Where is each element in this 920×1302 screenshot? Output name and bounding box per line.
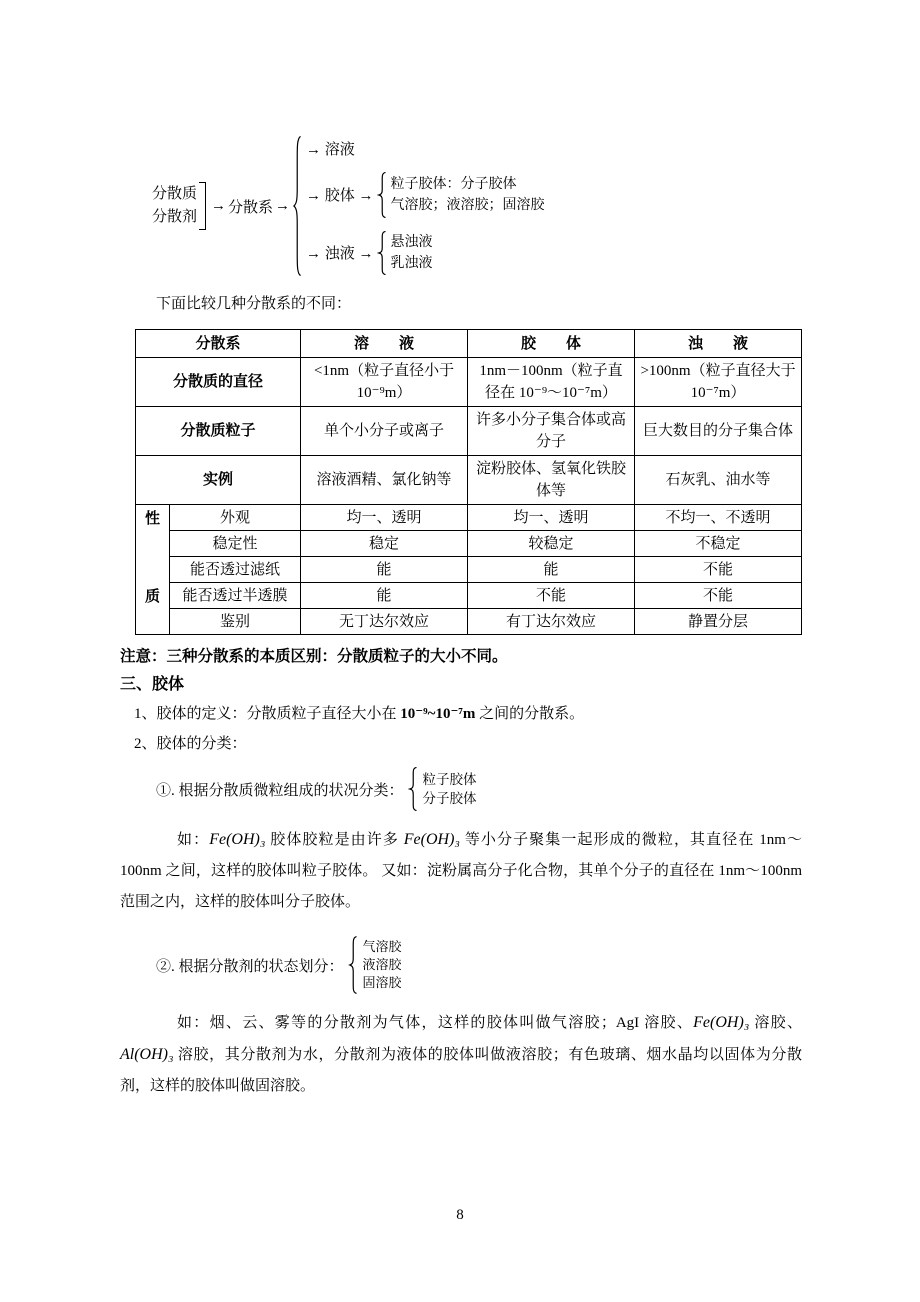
table-cell: 不均一、不透明 (635, 505, 802, 531)
branch-colloid-label: → 胶体 → (306, 188, 374, 204)
classification-1-label: ①. 根据分散质微粒组成的状况分类： (156, 782, 404, 799)
table-row (136, 583, 802, 609)
header-cell: 溶 液 (301, 330, 468, 358)
right-bracket-icon (199, 182, 206, 230)
section-title: 三、胶体 (120, 676, 185, 693)
branch-turbid (306, 231, 545, 275)
paragraph-text: 胶体胶粒是由许多 (265, 832, 404, 848)
header-cell: 胶 体 (468, 330, 635, 358)
branch-colloid (306, 172, 545, 218)
table-row (136, 358, 802, 407)
row-label-cell: 能否透过半透膜 (170, 583, 301, 609)
table-cell: 不能 (635, 583, 802, 609)
table-cell: 有丁达尔效应 (468, 609, 635, 635)
chemical-formula: Fe(OH)₃ (403, 831, 460, 848)
table-cell: 无丁达尔效应 (301, 609, 468, 635)
table-cell: >100nm（粒子直径大于 10⁻⁷m） (635, 358, 802, 407)
paragraph-text: 等小分子聚集一起形成的微粒，其直径在 1nm～100nm 之间，这样的胶体叫粒子胶体。 又如：淀粉属高分子化合物，其单个分子的直径在 1nm～100nm 范围之内，这样的胶体叫分子胶体。 (120, 832, 802, 910)
dispersion-system-diagram (152, 135, 802, 277)
colloid-subtype-line: 气溶胶；液溶胶；固溶胶 (390, 197, 545, 213)
table-row (136, 531, 802, 557)
table-row (136, 407, 802, 456)
table-cell: 不能 (468, 583, 635, 609)
table-cell: 较稳定 (468, 531, 635, 557)
row-label-cell: 鉴别 (170, 609, 301, 635)
definition-range: 10⁻⁹~10⁻⁷m (400, 706, 476, 722)
table-row (136, 557, 802, 583)
table-row (136, 609, 802, 635)
row-label-cell: 分散质的直径 (136, 358, 301, 407)
chemical-formula: Fe(OH)₃ (693, 1014, 750, 1031)
table-header-row (136, 330, 802, 358)
particle-colloid-paragraph (120, 824, 802, 918)
table-cell: 能 (301, 583, 468, 609)
paragraph-text: 溶胶、 (749, 1015, 802, 1031)
classification-2 (156, 936, 802, 994)
table-cell: 静置分层 (635, 609, 802, 635)
table-cell: 许多小分子集合体或高分子 (468, 407, 635, 456)
diagram-branches (306, 138, 545, 275)
classification-2-label: ②. 根据分散剂的状态划分： (156, 958, 344, 975)
branch-turbid-label: → 浊液 → (306, 246, 374, 262)
table-cell: 单个小分子或离子 (301, 407, 468, 456)
turbid-subtypes (391, 232, 433, 274)
dispersion-comparison-table (135, 329, 802, 635)
table-cell: 1nm－100nm（粒子直径在 10⁻⁹～10⁻⁷m） (468, 358, 635, 407)
definition-text: 1、胶体的定义：分散质粒子直径大小在 (134, 706, 401, 722)
class-item: 液溶胶 (362, 957, 402, 972)
table-row (136, 505, 802, 531)
page-number: 8 (456, 1207, 464, 1223)
class-item: 固溶胶 (362, 975, 402, 990)
property-char: 性 (144, 511, 160, 527)
dispersion-system-label: 分散系 (228, 199, 274, 216)
aerosol-paragraph (120, 1007, 802, 1102)
table-cell: 淀粉胶体、氢氧化铁胶体等 (468, 456, 635, 505)
table-cell: 溶液酒精、氯化钠等 (301, 456, 468, 505)
paragraph-text: 如： (177, 832, 210, 848)
chemical-formula: Al(OH)₃ (120, 1046, 174, 1063)
turbid-subtype-line: 悬浊液 (390, 234, 433, 250)
table-cell: 巨大数目的分子集合体 (635, 407, 802, 456)
left-brace-icon (348, 936, 359, 994)
definition-text: 之间的分散系。 (475, 706, 585, 722)
header-cell: 分散系 (136, 330, 301, 358)
class-item: 粒子胶体 (422, 772, 477, 787)
classification-1-items (423, 770, 477, 808)
table-cell: 能 (468, 557, 635, 583)
classification-1 (156, 767, 802, 811)
table-cell: 均一、透明 (468, 505, 635, 531)
arrow-icon: → (275, 197, 291, 214)
table-cell: 石灰乳、油水等 (635, 456, 802, 505)
dispersed-phase-label: 分散质 (152, 186, 198, 202)
row-label-cell: 分散质粒子 (136, 407, 301, 456)
row-label-cell: 实例 (136, 456, 301, 505)
branch-solution-label: → 溶液 (306, 141, 355, 158)
table-cell: 能 (301, 557, 468, 583)
table-row (136, 456, 802, 505)
row-label-cell: 能否透过滤纸 (170, 557, 301, 583)
table-cell: 不稳定 (635, 531, 802, 557)
table-cell: 均一、透明 (301, 505, 468, 531)
chemical-formula: Fe(OH)₃ (209, 831, 266, 848)
property-group-cell (136, 505, 170, 635)
note-text: 注意：三种分散系的本质区别：分散质粒子的大小不同。 (120, 648, 508, 665)
classification-2-items (363, 938, 402, 992)
table-intro-text: 下面比较几种分散系的不同： (156, 296, 352, 312)
arrow-icon: → (211, 197, 227, 214)
comparison-table-wrapper (135, 329, 802, 635)
class-item: 分子胶体 (422, 791, 477, 806)
property-char: 质 (144, 589, 160, 605)
paragraph-text: 如：烟、云、雾等的分散剂为气体，这样的胶体叫做气溶胶；AgI 溶胶、 (177, 1015, 694, 1031)
paragraph-text: 溶胶，其分散剂为水，分散剂为液体的胶体叫做液溶胶；有色玻璃、烟水晶均以固体为分散剂，这样的胶体叫做固溶胶。 (120, 1047, 802, 1094)
colloid-definition (134, 702, 802, 727)
class-item: 气溶胶 (362, 939, 402, 954)
table-cell: <1nm（粒子直径小于 10⁻⁹m） (301, 358, 468, 407)
left-brace-icon (408, 767, 419, 811)
row-label-cell: 稳定性 (170, 531, 301, 557)
left-brace-icon (292, 135, 303, 277)
row-label-cell: 外观 (170, 505, 301, 531)
colloid-subtype-line: 粒子胶体：分子胶体 (390, 176, 517, 192)
table-cell: 不能 (635, 557, 802, 583)
header-cell: 浊 液 (635, 330, 802, 358)
colloid-subtypes (391, 174, 545, 216)
turbid-subtype-line: 乳浊液 (390, 255, 433, 271)
left-brace-icon (377, 172, 388, 218)
branch-solution (306, 138, 545, 159)
left-brace-icon (377, 231, 388, 275)
diagram-left-labels (152, 183, 197, 229)
table-cell: 稳定 (301, 531, 468, 557)
classification-heading: 2、胶体的分类： (134, 736, 247, 752)
dispersing-agent-label: 分散剂 (152, 209, 198, 225)
